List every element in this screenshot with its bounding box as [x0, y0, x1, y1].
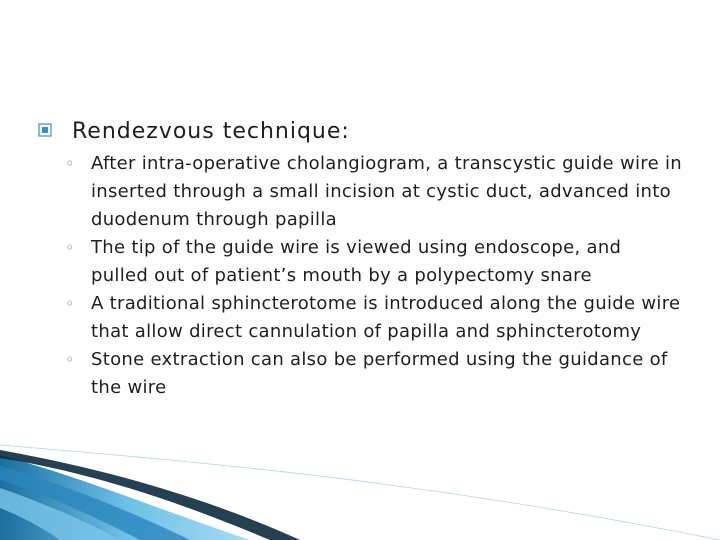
sub-bullet-text: A traditional sphincterotome is introduced along the guide wire that allow direct cannulation of papilla and sphincterotomy [91, 293, 681, 342]
main-bullet-heading: Rendezvous technique: [72, 119, 350, 144]
sub-bullet-text: Stone extraction can also be performed using the guidance of the wire [91, 349, 668, 398]
circle-bullet-icon: ◦ [65, 154, 75, 173]
wave-decoration [0, 440, 720, 540]
sub-bullet-list [54, 150, 684, 402]
box-bullet-icon [38, 123, 54, 139]
sub-bullet-text: After intra-operative cholangiogram, a transcystic guide wire in inserted through a small incision at cystic duct, advanced into duodenum through papilla [91, 153, 682, 230]
circle-bullet-icon: ◦ [65, 350, 75, 369]
circle-bullet-icon: ◦ [65, 238, 75, 257]
sub-bullet-item [54, 346, 684, 402]
sub-bullet-item [54, 290, 684, 346]
circle-bullet-icon: ◦ [65, 294, 75, 313]
sub-bullet-item [54, 234, 684, 290]
sub-bullet-text: The tip of the guide wire is viewed using endoscope, and pulled out of patient’s mouth by a polypectomy snare [91, 237, 622, 286]
sub-bullet-item [54, 150, 684, 234]
